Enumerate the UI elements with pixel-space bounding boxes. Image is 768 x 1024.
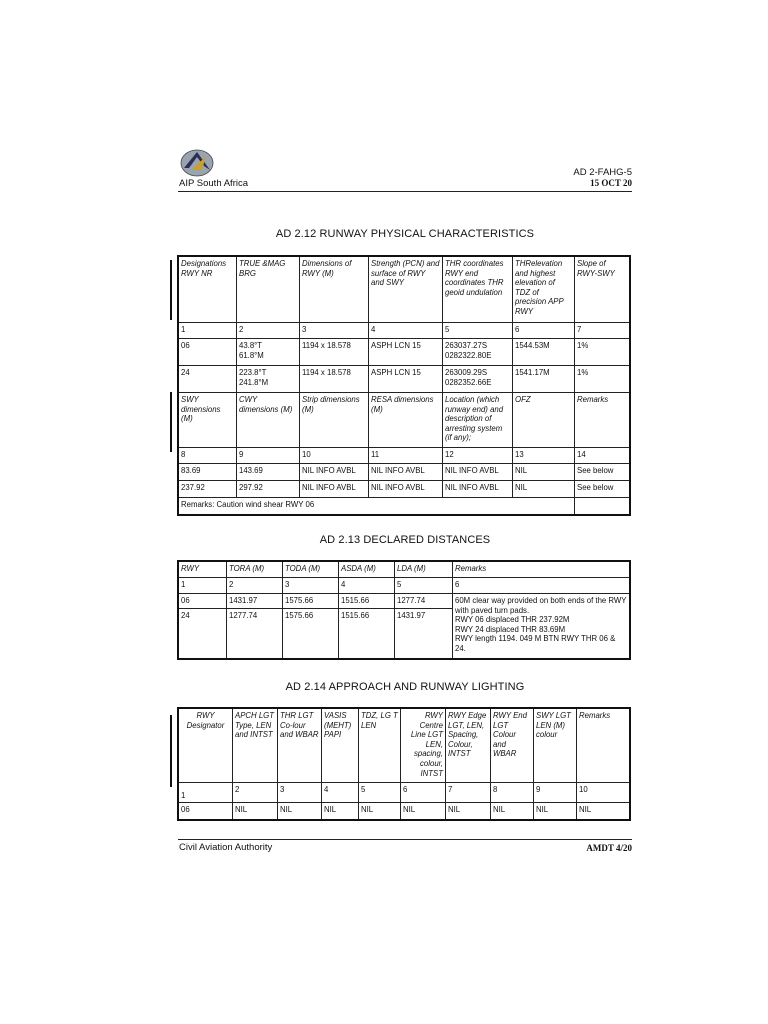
table-cell: 06	[179, 803, 233, 820]
column-number: 6	[401, 783, 446, 803]
column-number: 2	[237, 323, 300, 339]
column-number: 3	[283, 578, 339, 594]
header-cell: TORA (M)	[227, 562, 283, 578]
table-cell: See below	[575, 481, 630, 498]
table-cell: NIL INFO AVBL	[369, 481, 443, 498]
table-cell: 1515.66	[339, 594, 395, 609]
header-cell: Location (which runway end) and description of arresting system (if any);	[443, 393, 513, 448]
header-cell: THRelevation and highest elevation of TDZ of precision APP RWY	[513, 257, 575, 323]
amendment-bar	[170, 715, 172, 787]
table-cell: 297.92	[237, 481, 300, 498]
header-cell: APCH LGT Type, LEN and INTST	[233, 709, 278, 783]
header-cell: RWY	[179, 562, 227, 578]
amendment-bar	[170, 260, 172, 320]
header-cell: CWY dimensions (M)	[237, 393, 300, 448]
table-cell: 237.92	[179, 481, 237, 498]
column-number-row	[179, 448, 630, 464]
header-cell: SWY LGT LEN (M) colour	[534, 709, 577, 783]
column-number: 6	[513, 323, 575, 339]
table-cell: NIL	[278, 803, 322, 820]
table-cell: 1515.66	[339, 609, 395, 659]
table-header-row	[179, 562, 630, 578]
column-number: 9	[534, 783, 577, 803]
table-header-row	[179, 393, 630, 448]
table-cell: NIL INFO AVBL	[300, 464, 369, 481]
column-number: 5	[359, 783, 401, 803]
table-cell: 1431.97	[395, 609, 453, 659]
header-cell: Remarks	[575, 393, 630, 448]
table-cell: 263009.29S 0282352.66E	[443, 366, 513, 393]
table-row	[179, 481, 630, 498]
column-number-row	[179, 323, 630, 339]
table-cell: 1%	[575, 366, 630, 393]
header-cell: RWY Centre Line LGT LEN, spacing, colour, INTST	[401, 709, 446, 783]
footer-rule	[178, 839, 632, 840]
table-cell: ASPH LCN 15	[369, 339, 443, 366]
table-cell: 1%	[575, 339, 630, 366]
column-number: 4	[322, 783, 359, 803]
section-title-2-14: AD 2.14 APPROACH AND RUNWAY LIGHTING	[285, 681, 525, 693]
table-cell: 24	[179, 366, 237, 393]
footer-amendment: AMDT 4/20	[586, 843, 632, 853]
column-number: 1	[179, 578, 227, 594]
table-cell: NIL INFO AVBL	[300, 481, 369, 498]
column-number: 2	[233, 783, 278, 803]
column-number: 1	[179, 783, 233, 803]
table-cell: 1277.74	[395, 594, 453, 609]
table-cell: 223.8°T 241.8°M	[237, 366, 300, 393]
column-number: 5	[443, 323, 513, 339]
remarks-cell: Remarks: Caution wind shear RWY 06	[179, 498, 575, 515]
table-cell: 24	[179, 609, 227, 659]
column-number: 10	[300, 448, 369, 464]
table-header-row	[179, 257, 630, 323]
table-row	[179, 803, 630, 820]
header-cell: VASIS (MEHT) PAPI	[322, 709, 359, 783]
header-cell: Strip dimensions (M)	[300, 393, 369, 448]
table-cell: NIL INFO AVBL	[443, 464, 513, 481]
header-cell: THR LGT Co-lour and WBAR	[278, 709, 322, 783]
table-row	[179, 366, 630, 393]
caa-logo-icon	[180, 146, 214, 180]
table-cell: 1194 x 18.578	[300, 366, 369, 393]
column-number: 4	[369, 323, 443, 339]
table-cell: NIL INFO AVBL	[369, 464, 443, 481]
header-cell: Dimensions of RWY (M)	[300, 257, 369, 323]
header-cell: RWY Edge LGT, LEN, Spacing, Colour, INTST	[446, 709, 491, 783]
column-number: 6	[453, 578, 630, 594]
remarks-cell: 60M clear way provided on both ends of the RWY with paved turn pads. RWY 06 displaced THR 237.92M RWY 24 displaced THR 83.69M RWY length 1194. 049 M BTN RWY THR 06 & 24.	[453, 594, 630, 659]
table-declared-distances	[178, 561, 630, 659]
column-number: 12	[443, 448, 513, 464]
header-cell: Slope of RWY-SWY	[575, 257, 630, 323]
column-number-row	[179, 783, 630, 803]
amendment-bar	[170, 392, 172, 452]
table-cell: 1431.97	[227, 594, 283, 609]
table-cell	[575, 498, 630, 515]
column-number: 5	[395, 578, 453, 594]
table-cell: NIL	[577, 803, 630, 820]
table-cell: NIL INFO AVBL	[443, 481, 513, 498]
table-cell: 06	[179, 339, 237, 366]
column-number: 1	[179, 323, 237, 339]
column-number: 3	[300, 323, 369, 339]
table-cell: NIL	[401, 803, 446, 820]
table-header-row	[179, 709, 630, 783]
header-cell: Designations RWY NR	[179, 257, 237, 323]
header-cell: TRUE &MAG BRG	[237, 257, 300, 323]
table-cell: NIL	[359, 803, 401, 820]
table-cell: 1541.17M	[513, 366, 575, 393]
table-cell: 43.8°T 61.8°M	[237, 339, 300, 366]
table-row	[179, 339, 630, 366]
table-cell: 143.69	[237, 464, 300, 481]
header-cell: THR coordinates RWY end coordinates THR geoid undulation	[443, 257, 513, 323]
column-number-row	[179, 578, 630, 594]
header-cell: RWY Designator	[179, 709, 233, 783]
table-cell: 1277.74	[227, 609, 283, 659]
table-cell: See below	[575, 464, 630, 481]
header-cell: Strength (PCN) and surface of RWY and SWY	[369, 257, 443, 323]
column-number: 4	[339, 578, 395, 594]
header-publication: AIP South Africa	[179, 178, 249, 189]
column-number: 2	[227, 578, 283, 594]
column-number: 8	[179, 448, 237, 464]
table-runway-physical-characteristics	[178, 256, 630, 515]
header-cell: RWY End LGT Colour and WBAR	[491, 709, 534, 783]
column-number: 11	[369, 448, 443, 464]
remarks-row	[179, 498, 630, 515]
header-cell: Remarks	[577, 709, 630, 783]
column-number: 10	[577, 783, 630, 803]
column-number: 14	[575, 448, 630, 464]
footer-authority: Civil Aviation Authority	[179, 842, 273, 853]
header-cell: LDA (M)	[395, 562, 453, 578]
header-cell: Remarks	[453, 562, 630, 578]
header-cell: TDZ, LG T LEN	[359, 709, 401, 783]
table-cell: NIL	[446, 803, 491, 820]
table-cell: 1194 x 18.578	[300, 339, 369, 366]
column-number: 7	[446, 783, 491, 803]
table-cell: 263037.27S 0282322.80E	[443, 339, 513, 366]
column-number: 8	[491, 783, 534, 803]
table-cell: 1575.66	[283, 594, 339, 609]
header-cell: ASDA (M)	[339, 562, 395, 578]
header-cell: OFZ	[513, 393, 575, 448]
header-date: 15 OCT 20	[590, 178, 632, 188]
column-number: 9	[237, 448, 300, 464]
table-cell: NIL	[513, 464, 575, 481]
header-cell: TODA (M)	[283, 562, 339, 578]
table-cell: ASPH LCN 15	[369, 366, 443, 393]
column-number: 3	[278, 783, 322, 803]
section-title-2-13: AD 2.13 DECLARED DISTANCES	[319, 534, 491, 546]
header-cell: SWY dimensions (M)	[179, 393, 237, 448]
header-rule	[178, 191, 632, 192]
table-cell: 1575.66	[283, 609, 339, 659]
table-cell: 83.69	[179, 464, 237, 481]
table-cell: NIL	[233, 803, 278, 820]
table-cell: NIL	[322, 803, 359, 820]
table-cell: NIL	[534, 803, 577, 820]
table-row	[179, 464, 630, 481]
table-cell: NIL	[513, 481, 575, 498]
table-cell: 06	[179, 594, 227, 609]
header-cell: RESA dimensions (M)	[369, 393, 443, 448]
table-cell: 1544.53M	[513, 339, 575, 366]
table-cell: NIL	[491, 803, 534, 820]
column-number: 7	[575, 323, 630, 339]
table-approach-runway-lighting	[178, 708, 630, 820]
header-page-code: AD 2-FAHG-5	[573, 167, 632, 178]
section-title-2-12: AD 2.12 RUNWAY PHYSICAL CHARACTERISTICS	[275, 228, 535, 240]
table-row	[179, 594, 630, 609]
column-number: 13	[513, 448, 575, 464]
